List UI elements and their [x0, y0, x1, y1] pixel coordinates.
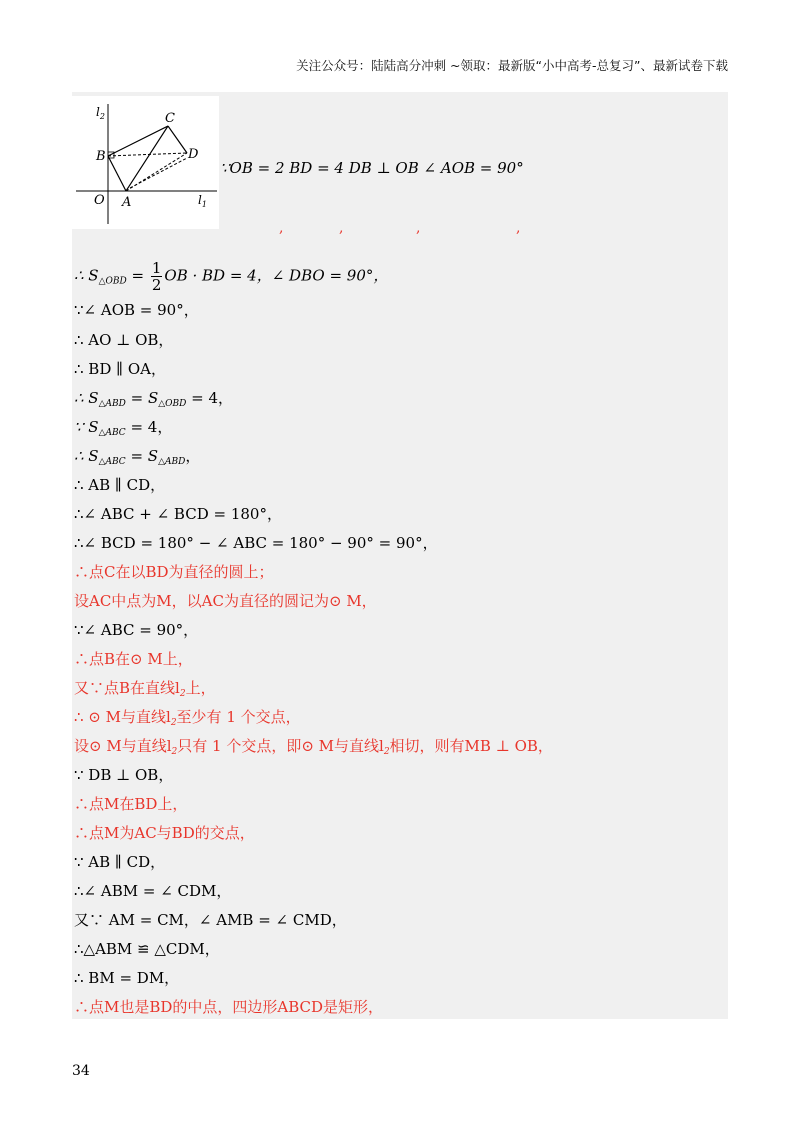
- page-number: 34: [72, 1063, 90, 1079]
- given-conditions: ∵OB = 2 BD = 4 DB ⊥ OB ∠ AOB = 90°: [220, 159, 524, 177]
- proof-line-12: 设AC中点为M，以AC为直径的圆记为⊙ M，: [74, 592, 377, 610]
- comma: ,: [339, 220, 344, 236]
- proof-line-3: ∴ AO ⊥ OB，: [74, 331, 174, 349]
- fraction-half: $\frac{1}{2}$: [151, 259, 162, 294]
- stray-commas: [72, 220, 728, 236]
- segment-CD: [168, 126, 187, 153]
- proof-line-26: ∴点M也是BD的中点，四边形ABCD是矩形，: [74, 998, 384, 1016]
- proof-line-24: ∴△ABM ≌ △CDM，: [74, 940, 220, 958]
- label-l2: $l_2$: [96, 105, 105, 121]
- proof-line-13: ∵∠ ABC = 90°，: [74, 621, 199, 639]
- proof-line-15: 又∵点B在直线$l_2$上，: [74, 679, 216, 699]
- segment-AC: [126, 126, 168, 191]
- proof-line-4: ∴ BD ∥ OA，: [74, 360, 166, 378]
- proof-line-2: ∵∠ AOB = 90°，: [74, 301, 199, 319]
- label-O: O: [94, 193, 105, 208]
- proof-line-9: ∴∠ ABC + ∠ BCD = 180°，: [74, 505, 282, 523]
- proof-line-25: ∴ BM = DM，: [74, 969, 180, 987]
- solution-content: [72, 92, 728, 1019]
- segment-dashed-2: [130, 158, 187, 188]
- proof-line-21: ∵ AB ∥ CD，: [74, 853, 166, 871]
- comma: ,: [279, 220, 284, 236]
- segment-BD: [108, 153, 187, 156]
- label-D: D: [188, 147, 199, 162]
- proof-line-16: ∴ ⊙ M与直线$l_2$至少有 1 个交点，: [74, 708, 301, 728]
- segment-BA: [108, 156, 126, 191]
- geometry-figure: [72, 96, 219, 229]
- comma: ,: [416, 220, 421, 236]
- label-A: A: [122, 195, 132, 210]
- proof-line-23: 又∵ AM = CM，∠ AMB = ∠ CMD，: [74, 911, 347, 929]
- proof-line-7: ∴ $S_{\triangle ABC} = S_{\triangle ABD}$，: [74, 447, 201, 467]
- proof-line-1: ∴ $S_{\triangle OBD}$ = $\frac{1}{2}$ OB · BD = 4，∠ DBO = 90°，: [74, 259, 389, 294]
- label-l1: $l_1$: [198, 193, 207, 209]
- label-B: B: [96, 149, 106, 164]
- proof-line-11: ∴点C在以BD为直径的圆上；: [74, 563, 274, 581]
- proof-line-14: ∴点B在⊙ M上，: [74, 650, 193, 668]
- proof-line-19: ∴点M在BD上，: [74, 795, 188, 813]
- comma: ,: [516, 220, 521, 236]
- label-C: C: [165, 111, 175, 126]
- proof-line-20: ∴点M为AC与BD的交点，: [74, 824, 255, 842]
- proof-line-8: ∴ AB ∥ CD，: [74, 476, 166, 494]
- proof-line-5: ∴ $S_{\triangle ABD} = S_{\triangle OBD} = 4$，: [74, 389, 234, 409]
- geometry-diagram: [72, 96, 219, 229]
- page-header: 关注公众号：陆陆高分冲刺 ~领取：最新版“小中高考-总复习”、最新试卷下载: [296, 58, 728, 73]
- proof-line-10: ∴∠ BCD = 180° − ∠ ABC = 180° − 90° = 90°，: [74, 534, 438, 552]
- proof-line-6: ∵ $S_{\triangle ABC} = 4$，: [74, 418, 173, 438]
- proof-line-18: ∵ DB ⊥ OB，: [74, 766, 174, 784]
- proof-line-22: ∴∠ ABM = ∠ CDM，: [74, 882, 232, 900]
- proof-line-17: 设⊙ M与直线$l_2$只有 1 个交点，即⊙ M与直线$l_2$相切，则有MB ⊥ OB，: [74, 737, 553, 757]
